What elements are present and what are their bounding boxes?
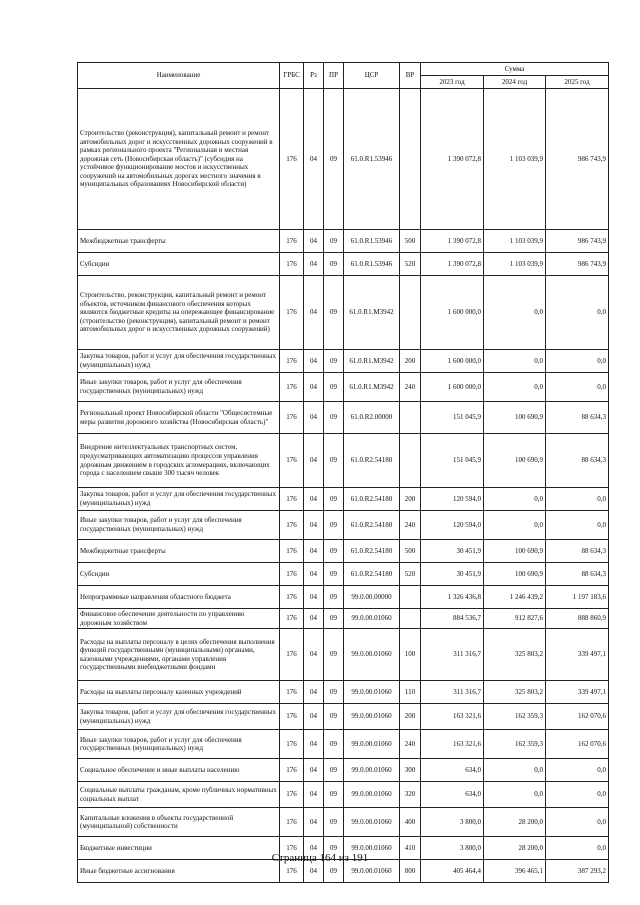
- row-grbs: 176: [280, 434, 304, 488]
- row-name: Социальное обеспечение и иные выплаты населению: [78, 759, 280, 782]
- row-csr: 99.0.00.01060: [344, 629, 400, 681]
- row-pr: 09: [324, 681, 344, 704]
- table-row: [78, 488, 609, 511]
- row-amount-2024: 28 200,0: [484, 837, 546, 860]
- row-csr: 61.0.R1.M3942: [344, 373, 400, 402]
- table-row: [78, 586, 609, 609]
- row-rz: 04: [304, 586, 324, 609]
- row-name: Межбюджетные трансферты: [78, 230, 280, 253]
- table-body: [78, 89, 609, 883]
- row-amount-2025: 0,0: [546, 511, 609, 540]
- table-row: [78, 540, 609, 563]
- row-amount-2024: 0,0: [484, 511, 546, 540]
- row-grbs: 176: [280, 540, 304, 563]
- row-vr: 240: [400, 730, 421, 759]
- row-amount-2024: 1 103 039,9: [484, 230, 546, 253]
- row-vr: [400, 434, 421, 488]
- page-number: Страница 164 из 191: [271, 852, 369, 864]
- row-name: Внедрение интеллектуальных транспортных систем, предусматривающих автоматизацию процессов управления дорожным движением в городских агломерациях, включающих города с населением свыше 300 тысяч человек: [78, 434, 280, 488]
- row-vr: 500: [400, 230, 421, 253]
- table-row: [78, 759, 609, 782]
- row-pr: 09: [324, 563, 344, 586]
- row-grbs: 176: [280, 276, 304, 350]
- row-vr: [400, 609, 421, 629]
- row-csr: 61.0.R2.00000: [344, 402, 400, 434]
- row-rz: 04: [304, 704, 324, 730]
- table-row: [78, 230, 609, 253]
- header-vr: ВР: [400, 63, 421, 89]
- row-vr: 200: [400, 488, 421, 511]
- row-csr: 99.0.00.01060: [344, 609, 400, 629]
- row-grbs: 176: [280, 563, 304, 586]
- row-csr: 61.0.R1.M3942: [344, 276, 400, 350]
- row-vr: 320: [400, 782, 421, 808]
- row-grbs: 176: [280, 350, 304, 373]
- row-rz: 04: [304, 609, 324, 629]
- row-amount-2023: 163 321,6: [421, 730, 484, 759]
- table-row: [78, 350, 609, 373]
- row-grbs: 176: [280, 402, 304, 434]
- row-pr: 09: [324, 730, 344, 759]
- row-name: Региональный проект Новосибирской области "Общесистемные меры развития дорожного хозяйства (Новосибирская область)": [78, 402, 280, 434]
- row-csr: 99.0.00.01060: [344, 808, 400, 837]
- row-pr: 09: [324, 609, 344, 629]
- row-grbs: 176: [280, 837, 304, 860]
- row-pr: 09: [324, 350, 344, 373]
- row-grbs: 176: [280, 681, 304, 704]
- row-pr: 09: [324, 629, 344, 681]
- row-amount-2023: 311 316,7: [421, 629, 484, 681]
- row-pr: 09: [324, 89, 344, 230]
- row-grbs: 176: [280, 609, 304, 629]
- row-amount-2025: 162 070,6: [546, 704, 609, 730]
- row-amount-2025: 339 497,1: [546, 629, 609, 681]
- table-row: [78, 373, 609, 402]
- row-amount-2023: 3 800,0: [421, 837, 484, 860]
- row-name: Иные закупки товаров, работ и услуг для обеспечения государственных (муниципальных) нужд: [78, 730, 280, 759]
- row-amount-2024: 396 465,1: [484, 860, 546, 883]
- row-amount-2024: 162 359,3: [484, 730, 546, 759]
- row-amount-2023: 3 800,0: [421, 808, 484, 837]
- table-row: [78, 808, 609, 837]
- row-name: Строительство, реконструкция, капитальный ремонт и ремонт объектов, источником финансового обеспечения которых являются бюджетные кредиты на опережающее финансирование (строительство (реконструкция), капитальный ремонт и ремонт автомобильных дорог и искусственных дорожных сооружений): [78, 276, 280, 350]
- row-pr: 09: [324, 540, 344, 563]
- row-amount-2025: 986 743,9: [546, 253, 609, 276]
- row-amount-2025: 0,0: [546, 782, 609, 808]
- row-grbs: 176: [280, 629, 304, 681]
- row-name: Субсидии: [78, 563, 280, 586]
- row-amount-2023: 120 594,0: [421, 488, 484, 511]
- row-amount-2024: 0,0: [484, 350, 546, 373]
- row-rz: 04: [304, 434, 324, 488]
- row-grbs: 176: [280, 759, 304, 782]
- row-vr: 200: [400, 350, 421, 373]
- row-csr: 61.0.R1.53946: [344, 253, 400, 276]
- row-amount-2025: 88 634,3: [546, 563, 609, 586]
- row-amount-2025: 888 860,9: [546, 609, 609, 629]
- table-row: [78, 276, 609, 350]
- row-name: Субсидии: [78, 253, 280, 276]
- row-pr: 09: [324, 373, 344, 402]
- row-pr: 09: [324, 434, 344, 488]
- row-pr: 09: [324, 230, 344, 253]
- row-pr: 09: [324, 511, 344, 540]
- row-csr: 99.0.00.01060: [344, 837, 400, 860]
- row-name: Социальные выплаты гражданам, кроме публичных нормативных социальных выплат: [78, 782, 280, 808]
- row-grbs: 176: [280, 782, 304, 808]
- row-amount-2023: 30 451,9: [421, 563, 484, 586]
- header-year-2023: 2023 год: [421, 76, 484, 89]
- row-amount-2024: 100 690,9: [484, 402, 546, 434]
- table-row: [78, 609, 609, 629]
- row-amount-2023: 1 326 436,8: [421, 586, 484, 609]
- row-csr: 99.0.00.01060: [344, 704, 400, 730]
- row-grbs: 176: [280, 586, 304, 609]
- row-amount-2023: 405 464,4: [421, 860, 484, 883]
- row-csr: 61.0.R2.54180: [344, 488, 400, 511]
- header-rz: Рз: [304, 63, 324, 89]
- row-amount-2023: 1 600 000,0: [421, 373, 484, 402]
- row-name: Финансовое обеспечение деятельности по управлению дорожным хозяйством: [78, 609, 280, 629]
- row-vr: 800: [400, 860, 421, 883]
- row-name: Закупка товаров, работ и услуг для обеспечения государственных (муниципальных) нужд: [78, 488, 280, 511]
- row-rz: 04: [304, 253, 324, 276]
- row-amount-2025: 162 070,6: [546, 730, 609, 759]
- table-row: [78, 253, 609, 276]
- row-grbs: 176: [280, 860, 304, 883]
- row-name: Капитальные вложения в объекты государственной (муниципальной) собственности: [78, 808, 280, 837]
- row-amount-2024: 0,0: [484, 276, 546, 350]
- row-amount-2023: 1 390 072,8: [421, 89, 484, 230]
- row-grbs: 176: [280, 253, 304, 276]
- row-pr: 09: [324, 276, 344, 350]
- row-csr: 99.0.00.01060: [344, 782, 400, 808]
- row-name: Межбюджетные трансферты: [78, 540, 280, 563]
- table-row: [78, 402, 609, 434]
- row-pr: 09: [324, 253, 344, 276]
- row-pr: 09: [324, 704, 344, 730]
- row-amount-2023: 120 594,0: [421, 511, 484, 540]
- table-row: [78, 730, 609, 759]
- row-amount-2025: 0,0: [546, 837, 609, 860]
- row-pr: 09: [324, 402, 344, 434]
- row-amount-2024: 162 359,3: [484, 704, 546, 730]
- row-name: Бюджетные инвестиции: [78, 837, 280, 860]
- row-amount-2025: 0,0: [546, 350, 609, 373]
- row-csr: 61.0.R1.53946: [344, 230, 400, 253]
- row-rz: 04: [304, 230, 324, 253]
- row-amount-2024: 1 246 439,2: [484, 586, 546, 609]
- row-rz: 04: [304, 681, 324, 704]
- header-pr: ПР: [324, 63, 344, 89]
- row-csr: 99.0.00.01060: [344, 681, 400, 704]
- row-amount-2024: 0,0: [484, 782, 546, 808]
- row-rz: 04: [304, 860, 324, 883]
- row-name: Иные закупки товаров, работ и услуг для обеспечения государственных (муниципальных) нужд: [78, 373, 280, 402]
- row-amount-2024: 325 803,2: [484, 629, 546, 681]
- row-grbs: 176: [280, 488, 304, 511]
- row-pr: 09: [324, 759, 344, 782]
- row-amount-2023: 151 045,9: [421, 402, 484, 434]
- row-vr: 400: [400, 808, 421, 837]
- row-amount-2024: 100 690,9: [484, 434, 546, 488]
- row-name: Расходы на выплаты персоналу в целях обеспечения выполнения функций государственными (муниципальными) органами, казенными учреждениями, органами управления государственными внебюджетными фондами: [78, 629, 280, 681]
- table-row: [78, 782, 609, 808]
- row-name: Расходы на выплаты персоналу казенных учреждений: [78, 681, 280, 704]
- row-amount-2025: 0,0: [546, 276, 609, 350]
- row-amount-2023: 884 536,7: [421, 609, 484, 629]
- row-amount-2023: 1 600 000,0: [421, 276, 484, 350]
- row-rz: 04: [304, 350, 324, 373]
- row-rz: 04: [304, 511, 324, 540]
- row-rz: 04: [304, 89, 324, 230]
- row-amount-2023: 1 390 072,8: [421, 253, 484, 276]
- row-vr: 520: [400, 253, 421, 276]
- row-vr: 200: [400, 704, 421, 730]
- row-vr: [400, 276, 421, 350]
- row-amount-2023: 163 321,6: [421, 704, 484, 730]
- row-amount-2024: 1 103 039,9: [484, 89, 546, 230]
- row-amount-2023: 1 600 000,0: [421, 350, 484, 373]
- row-vr: 410: [400, 837, 421, 860]
- row-amount-2024: 28 200,0: [484, 808, 546, 837]
- row-csr: 61.0.R2.54180: [344, 511, 400, 540]
- row-grbs: 176: [280, 230, 304, 253]
- row-amount-2025: 1 197 183,6: [546, 586, 609, 609]
- table-row: [78, 681, 609, 704]
- header-name: Наименование: [78, 63, 280, 89]
- row-rz: 04: [304, 488, 324, 511]
- row-name: Строительство (реконструкция), капитальный ремонт и ремонт автомобильных дорог и искусственных дорожных сооружений в рамках регионального проекта "Региональная и местная дорожная сеть (Новосибирская область)" (субсидия на устойчивое функционирование мостов и искусственных сооружений на автомобильных дорогах местного значения в муниципальных образованиях Новосибирской области): [78, 89, 280, 230]
- table-row: [78, 89, 609, 230]
- row-vr: 500: [400, 540, 421, 563]
- row-vr: [400, 586, 421, 609]
- row-amount-2023: 1 390 072,8: [421, 230, 484, 253]
- row-amount-2025: 387 293,2: [546, 860, 609, 883]
- row-rz: 04: [304, 808, 324, 837]
- row-vr: 240: [400, 511, 421, 540]
- row-amount-2023: 634,0: [421, 759, 484, 782]
- row-grbs: 176: [280, 511, 304, 540]
- row-grbs: 176: [280, 730, 304, 759]
- row-rz: 04: [304, 759, 324, 782]
- row-rz: 04: [304, 629, 324, 681]
- row-rz: 04: [304, 402, 324, 434]
- row-amount-2024: 100 690,9: [484, 563, 546, 586]
- row-vr: 300: [400, 759, 421, 782]
- row-amount-2024: 0,0: [484, 373, 546, 402]
- row-csr: 99.0.00.00000: [344, 586, 400, 609]
- row-amount-2024: 0,0: [484, 488, 546, 511]
- row-grbs: 176: [280, 704, 304, 730]
- row-csr: 61.0.R2.54180: [344, 434, 400, 488]
- row-amount-2025: 0,0: [546, 759, 609, 782]
- table-row: [78, 434, 609, 488]
- row-name: Закупка товаров, работ и услуг для обеспечения государственных (муниципальных) нужд: [78, 350, 280, 373]
- row-grbs: 176: [280, 89, 304, 230]
- row-amount-2024: 0,0: [484, 759, 546, 782]
- row-csr: 61.0.R2.54180: [344, 563, 400, 586]
- header-grbs: ГРБС: [280, 63, 304, 89]
- row-amount-2023: 30 451,9: [421, 540, 484, 563]
- row-pr: 09: [324, 488, 344, 511]
- table-row: [78, 563, 609, 586]
- header-csr: ЦСР: [344, 63, 400, 89]
- header-sum: Сумма: [421, 63, 609, 76]
- table-row: [78, 704, 609, 730]
- row-rz: 04: [304, 540, 324, 563]
- row-amount-2025: 0,0: [546, 488, 609, 511]
- row-grbs: 176: [280, 373, 304, 402]
- row-amount-2024: 325 803,2: [484, 681, 546, 704]
- row-amount-2025: 88 634,3: [546, 402, 609, 434]
- row-rz: 04: [304, 782, 324, 808]
- row-rz: 04: [304, 837, 324, 860]
- row-amount-2025: 339 497,1: [546, 681, 609, 704]
- row-vr: 520: [400, 563, 421, 586]
- row-name: Иные закупки товаров, работ и услуг для обеспечения государственных (муниципальных) нужд: [78, 511, 280, 540]
- row-pr: 09: [324, 782, 344, 808]
- row-amount-2025: 88 634,3: [546, 540, 609, 563]
- table-header: [78, 63, 609, 89]
- table-row: [78, 511, 609, 540]
- row-rz: 04: [304, 730, 324, 759]
- row-amount-2024: 1 103 039,9: [484, 253, 546, 276]
- row-amount-2023: 151 045,9: [421, 434, 484, 488]
- row-amount-2023: 311 316,7: [421, 681, 484, 704]
- row-amount-2023: 634,0: [421, 782, 484, 808]
- table-row: [78, 629, 609, 681]
- row-grbs: 176: [280, 808, 304, 837]
- row-pr: 09: [324, 837, 344, 860]
- row-vr: 240: [400, 373, 421, 402]
- row-vr: 110: [400, 681, 421, 704]
- row-csr: 99.0.00.01060: [344, 759, 400, 782]
- row-pr: 09: [324, 808, 344, 837]
- row-rz: 04: [304, 276, 324, 350]
- row-amount-2025: 0,0: [546, 373, 609, 402]
- row-csr: 61.0.R1.M3942: [344, 350, 400, 373]
- row-pr: 09: [324, 586, 344, 609]
- row-name: Непрограммные направления областного бюджета: [78, 586, 280, 609]
- row-vr: [400, 89, 421, 230]
- row-csr: 99.0.00.01060: [344, 860, 400, 883]
- header-year-2024: 2024 год: [484, 76, 546, 89]
- row-rz: 04: [304, 373, 324, 402]
- header-year-2025: 2025 год: [546, 76, 609, 89]
- row-name: Иные бюджетные ассигнования: [78, 860, 280, 883]
- row-amount-2025: 88 634,3: [546, 434, 609, 488]
- row-csr: 61.0.R1.53946: [344, 89, 400, 230]
- row-amount-2024: 100 690,9: [484, 540, 546, 563]
- row-name: Закупка товаров, работ и услуг для обеспечения государственных (муниципальных) нужд: [78, 704, 280, 730]
- row-amount-2025: 986 743,9: [546, 230, 609, 253]
- row-pr: 09: [324, 860, 344, 883]
- row-amount-2025: 0,0: [546, 808, 609, 837]
- row-csr: 61.0.R2.54180: [344, 540, 400, 563]
- row-vr: [400, 402, 421, 434]
- row-rz: 04: [304, 563, 324, 586]
- row-csr: 99.0.00.01060: [344, 730, 400, 759]
- row-amount-2024: 912 827,6: [484, 609, 546, 629]
- row-vr: 100: [400, 629, 421, 681]
- budget-table: [77, 62, 609, 883]
- row-amount-2025: 986 743,9: [546, 89, 609, 230]
